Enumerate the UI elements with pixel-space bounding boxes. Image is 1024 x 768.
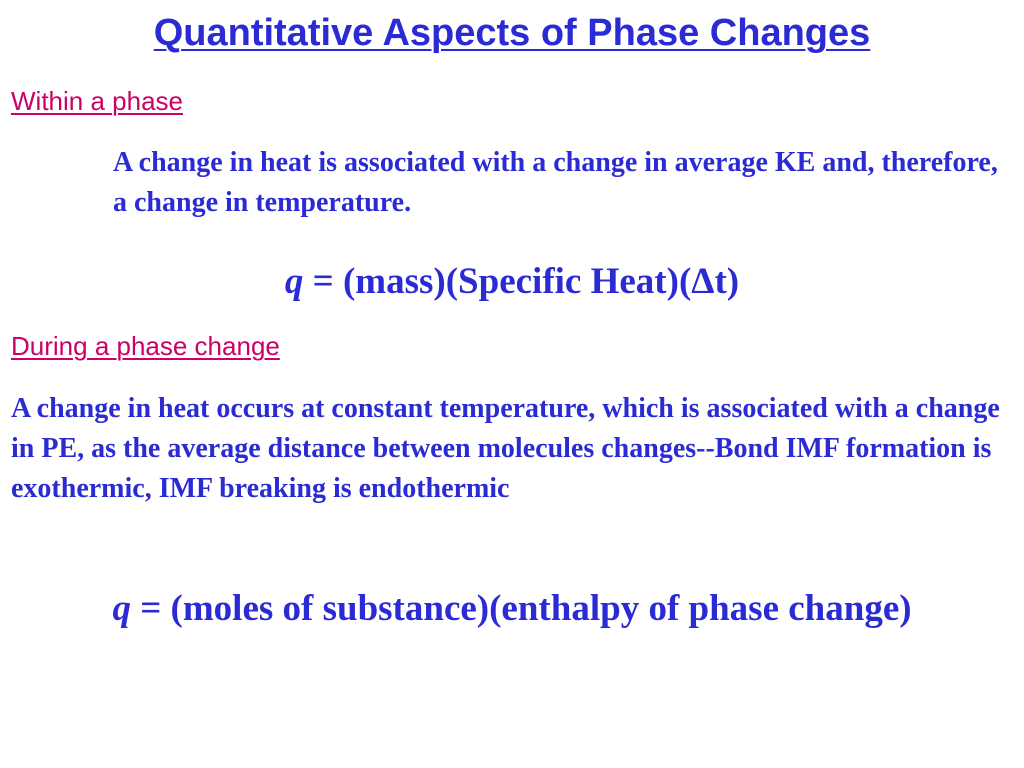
- within-phase-paragraph: [113, 143, 1013, 223]
- specific-heat-equation: [0, 260, 1024, 303]
- equation-variable-q: q: [112, 588, 131, 629]
- within-phase-period: .: [404, 187, 412, 218]
- section-heading-phase-change: During a phase change: [11, 331, 280, 361]
- within-phase-text: A change in heat is associated with a change in average KE and, therefore, a change in temperature: [113, 147, 998, 218]
- phase-change-paragraph: A change in heat occurs at constant temperature, which is associated with a change in PE, as the average distance between molecules changes--Bond IMF formation is exothermic, IMF breaking is endothermic: [11, 393, 1000, 504]
- slide-title: Quantitative Aspects of Phase Changes: [153, 12, 871, 54]
- equation-expression: (mass)(Specific Heat)(Δt): [342, 261, 740, 302]
- section-heading-within-phase: Within a phase: [11, 86, 183, 116]
- equation-variable-q: q: [284, 261, 304, 302]
- enthalpy-equation: [0, 587, 1024, 630]
- equation-equals: =: [303, 261, 343, 302]
- equation-equals: =: [130, 588, 171, 629]
- equation-expression: (moles of substance)(enthalpy of phase change): [170, 588, 912, 629]
